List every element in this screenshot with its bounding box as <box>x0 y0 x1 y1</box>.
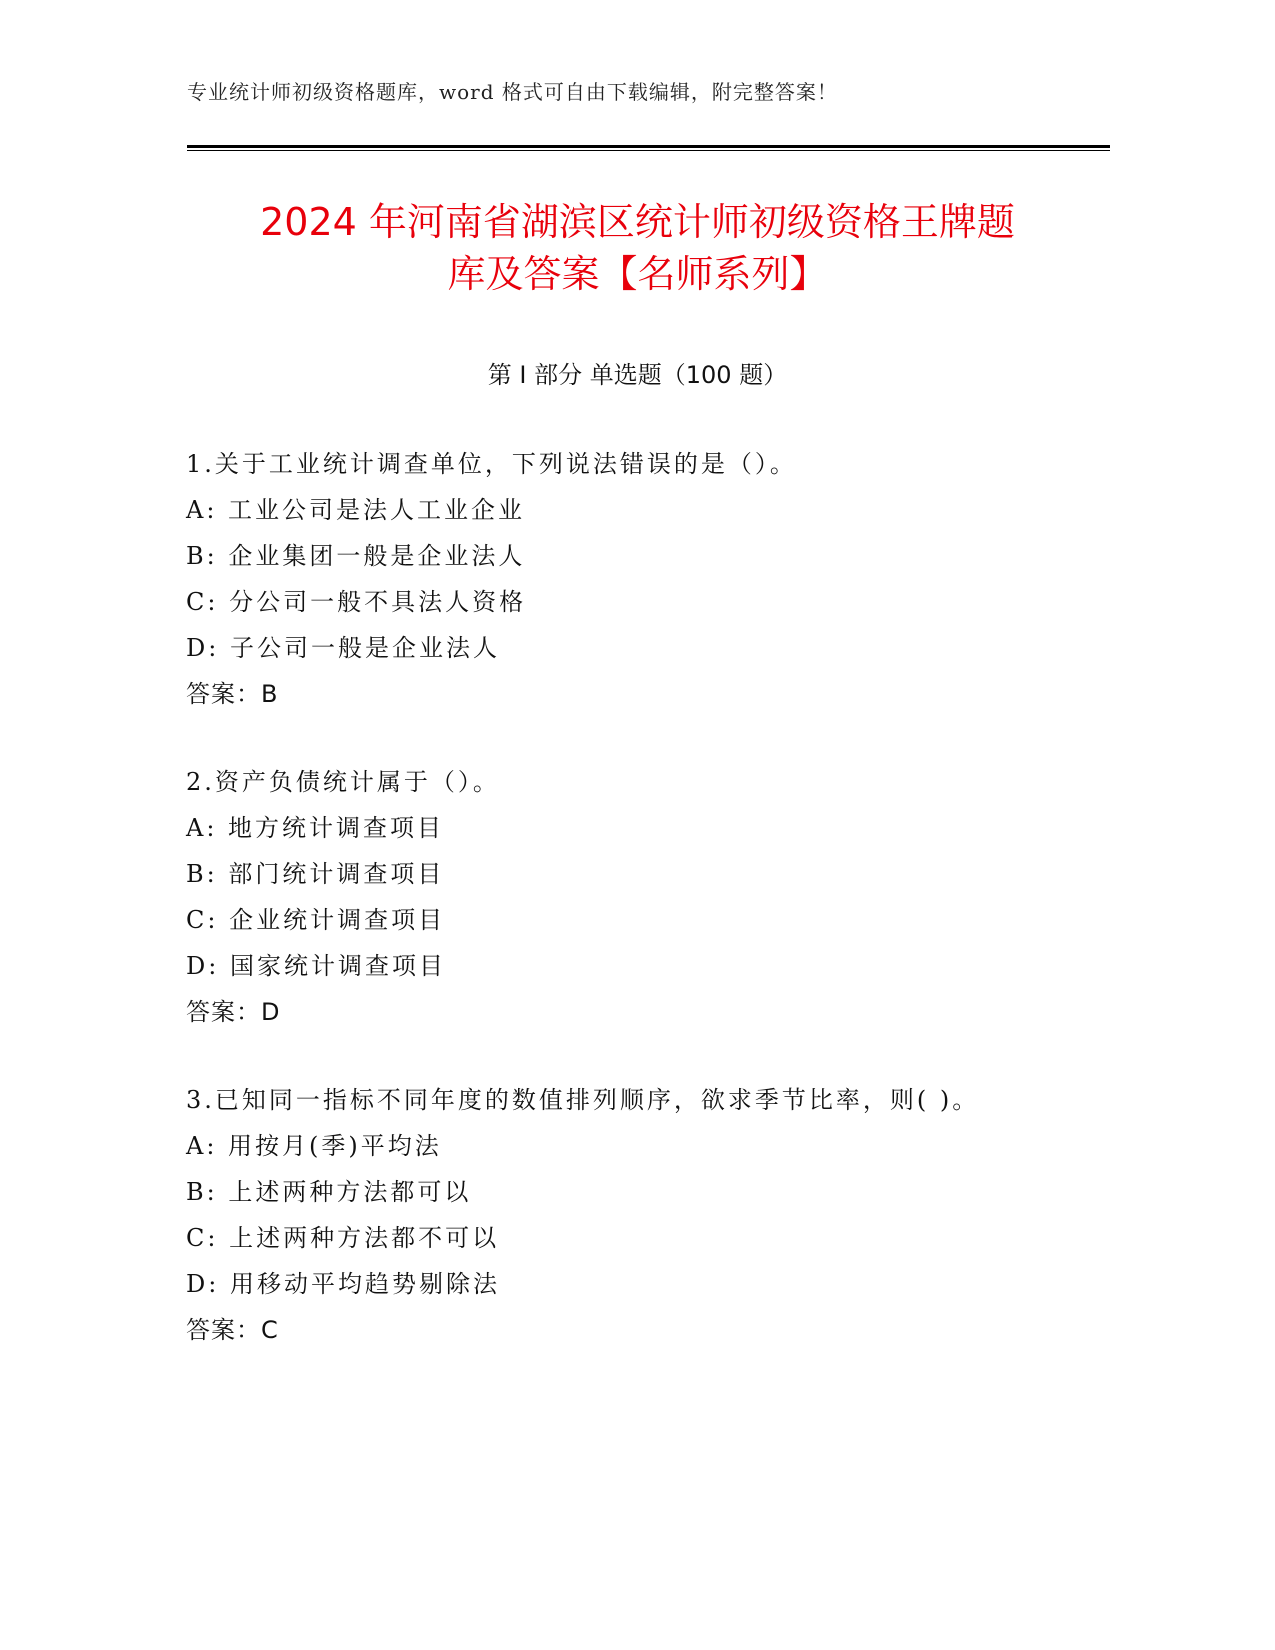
option-b: B: 部门统计调查项目 <box>186 860 445 888</box>
option-d: D: 国家统计调查项目 <box>186 952 446 980</box>
option-d: D: 子公司一般是企业法人 <box>186 634 500 662</box>
option-c: C: 企业统计调查项目 <box>186 906 446 934</box>
answer-line: 答案：C <box>186 1316 279 1344</box>
question-3 <box>186 1077 1086 1353</box>
question-2 <box>186 759 1086 1035</box>
document-title-line-1: 2024 年河南省湖滨区统计师初级资格王牌题 <box>260 200 1015 244</box>
option-a: A: 工业公司是法人工业企业 <box>186 496 526 524</box>
option-c: C: 分公司一般不具法人资格 <box>186 588 527 616</box>
answer-line: 答案：D <box>186 998 281 1026</box>
document-title-line-2: 库及答案【名师系列】 <box>447 252 828 296</box>
question-stem: 3.已知同一指标不同年度的数值排列顺序，欲求季节比率，则( )。 <box>186 1086 980 1114</box>
header-rule-thin <box>187 150 1110 151</box>
document-title <box>120 196 1155 300</box>
option-b: B: 上述两种方法都可以 <box>186 1178 472 1206</box>
option-d: D: 用移动平均趋势剔除法 <box>186 1270 500 1298</box>
question-1 <box>186 441 1086 717</box>
option-b: B: 企业集团一般是企业法人 <box>186 542 526 570</box>
option-a: A: 用按月(季)平均法 <box>186 1132 442 1160</box>
answer-line: 答案：B <box>186 680 279 708</box>
header-rule-thick <box>187 145 1110 148</box>
section-heading: 第 I 部分 单选题（100 题） <box>487 361 788 389</box>
option-a: A: 地方统计调查项目 <box>186 814 445 842</box>
question-stem: 1.关于工业统计调查单位，下列说法错误的是（）。 <box>186 450 797 478</box>
header-note: 专业统计师初级资格题库，word 格式可自由下载编辑，附完整答案！ <box>187 80 838 104</box>
question-stem: 2.资产负债统计属于（）。 <box>186 768 500 796</box>
option-c: C: 上述两种方法都不可以 <box>186 1224 500 1252</box>
question-list <box>186 441 1086 1395</box>
